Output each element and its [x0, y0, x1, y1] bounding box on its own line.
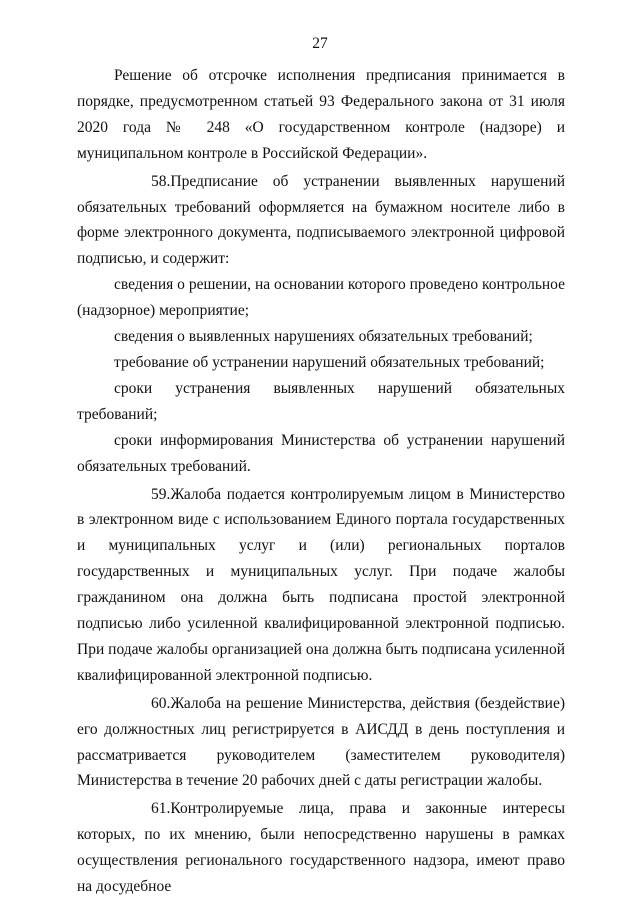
paragraph-text: Решение об отсрочке исполнения предписания принимается в порядке, предусмотренном статьей 93 Федерального закона от 31 июля 2020 года № 248 «О государственном контроле (надзоре) и муниципальном контроле в Российской Федерации». [77, 67, 565, 162]
list-item-decision-info [77, 272, 565, 324]
list-item-violations-info [77, 324, 565, 350]
paragraph-59 [77, 482, 565, 689]
list-item-text: требование об устранении нарушений обязательных требований; [114, 353, 545, 371]
paragraph-text: Жалоба на решение Министерства, действия (бездействие) его должностных лиц регистрируется в АИСДД в день поступления и рассматривается руководителем (заместителем руководителя) Министерства в течение 20 рабочих дней с даты регистрации жалобы. [77, 694, 565, 790]
list-item-text: сведения о выявленных нарушениях обязательных требований; [114, 328, 533, 346]
list-item-text: сведения о решении, на основании которого проведено контрольное (надзорное) мероприятие; [77, 276, 565, 320]
paragraph-number: 60. [151, 694, 171, 712]
paragraph-number: 61. [151, 800, 171, 818]
list-item-notification-deadlines [77, 428, 565, 480]
paragraph-number: 59. [151, 485, 171, 503]
list-item-text: сроки информирования Министерства об устранении нарушений обязательных требований. [77, 431, 565, 475]
paragraph-text: Жалоба подается контролируемым лицом в Министерство в электронном виде с использованием Единого портала государственных и муниципальных услуг и (или) региональных порталов государственных и муниципальных услуг. При подаче жалобы гражданином она должна быть подписана простой электронной подписью либо усиленной квалифицированной электронной подписью. При подаче жалобы организацией она должна быть подписана усиленной квалифицированной электронной подписью. [77, 485, 565, 684]
paragraph-58 [77, 169, 565, 273]
paragraph-60 [77, 691, 565, 795]
paragraph-deferral-decision [77, 63, 565, 167]
page-number: 27 [312, 35, 328, 52]
document-body [77, 63, 565, 900]
list-item-elimination-deadlines [77, 376, 565, 428]
paragraph-number: 58. [151, 172, 171, 190]
paragraph-text: Предписание об устранении выявленных нарушений обязательных требований оформляется на бумажном носителе либо в форме электронного документа, подписываемого электронной цифровой подписью, и содержит: [77, 172, 565, 268]
paragraph-text: Контролируемые лица, права и законные интересы которых, по их мнению, были непосредственно нарушены в рамках осуществления регионального государственного надзора, имеют право на досудебное [77, 800, 565, 896]
list-item-elimination-requirement [77, 350, 565, 376]
paragraph-61 [77, 796, 565, 900]
list-item-text: сроки устранения выявленных нарушений обязательных требований; [77, 379, 565, 423]
